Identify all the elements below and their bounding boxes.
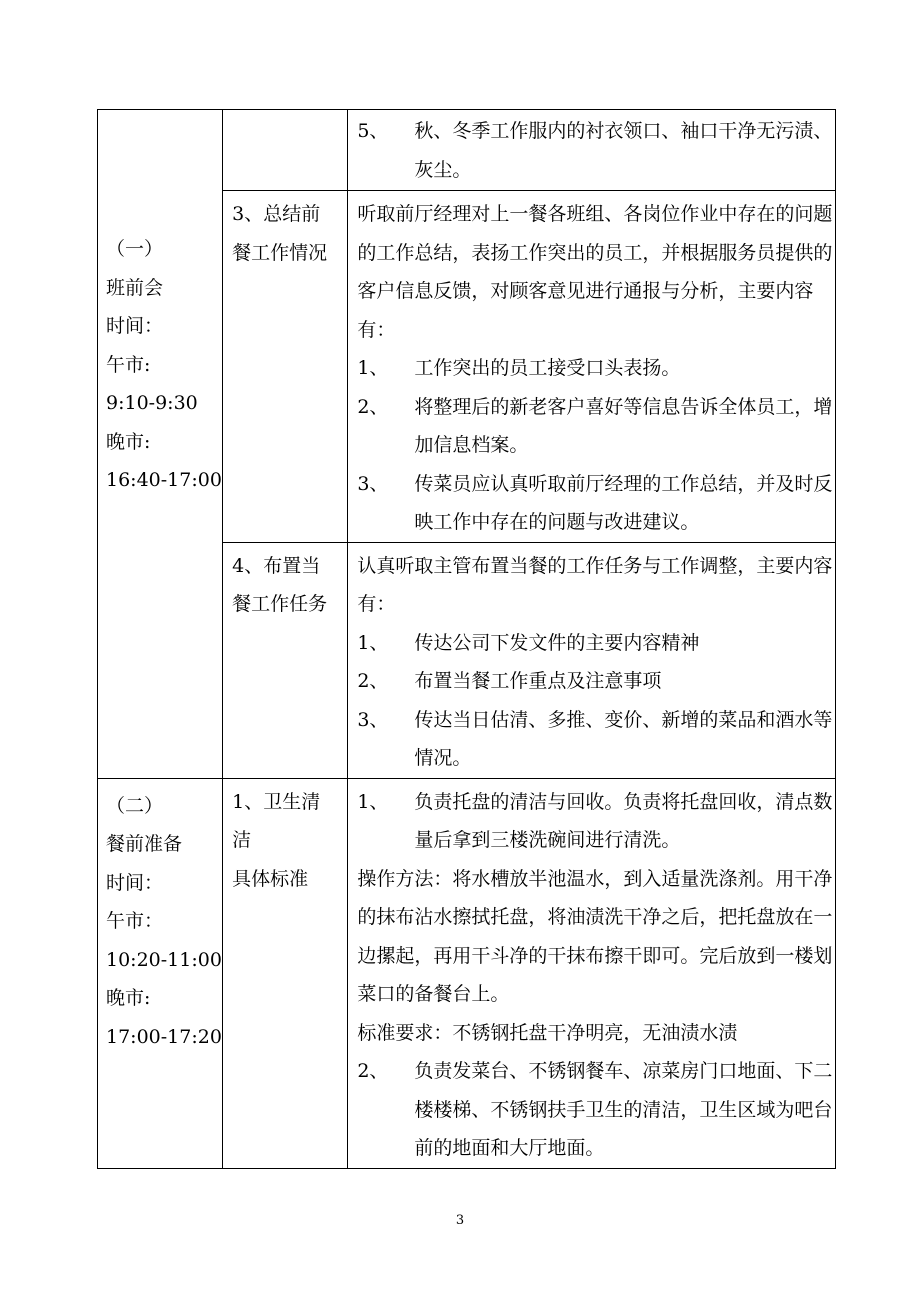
list-item: 1、 传达公司下发文件的主要内容精神 bbox=[357, 631, 700, 654]
procedure-table bbox=[97, 109, 836, 1169]
list-item: 3、 传达当日估清、多推、变价、新增的菜品和酒水等情况。 bbox=[357, 708, 833, 769]
task-cell: 3、总结前 餐工作情况 bbox=[223, 191, 348, 543]
content-cell bbox=[348, 110, 836, 191]
table-row bbox=[98, 110, 836, 191]
task-cell: 4、布置当 餐工作任务 bbox=[223, 542, 348, 778]
page-number: 3 bbox=[455, 1213, 465, 1228]
content-cell: 听取前厅经理对上一餐各班组、各岗位作业中存在的问题的工作总结，表扬工作突出的员工，并根据服务员提供的客户信息反馈，对顾客意见进行通报与分析，主要内容有： 1、 工作突出的员工接受口头表扬。 2、 将整理后的新老客户喜好等信息告诉全体员工，增加信息档案。 3、 传菜员应认真听取前厅经理的工作总结，并及时反映工作中存在的问题与改进建议。 bbox=[348, 191, 836, 543]
content-cell bbox=[348, 778, 836, 1168]
section-1-label: （一） 班前会 时间： 午市: 9:10-9:30 晚市: 16:40-17:00 bbox=[106, 238, 222, 491]
task-cell: 1、卫生清 洁 具体标准 bbox=[223, 778, 348, 1168]
standard-paragraph: 标准要求：不锈钢托盘干净明亮，无油渍水渍 bbox=[357, 1021, 738, 1044]
list-item: 2、 将整理后的新老客户喜好等信息告诉全体员工，增加信息档案。 bbox=[357, 395, 833, 456]
list-item: 1、 负责托盘的清洁与回收。负责将托盘回收，清点数量后拿到三楼洗碗间进行清洗。 bbox=[357, 790, 833, 851]
list-item: 2、 布置当餐工作重点及注意事项 bbox=[357, 670, 662, 692]
list-item: 1、 工作突出的员工接受口头表扬。 bbox=[357, 357, 681, 379]
list-item: 3、 传菜员应认真听取前厅经理的工作总结，并及时反映工作中存在的问题与改进建议。 bbox=[357, 472, 833, 533]
list-item: 5、 秋、冬季工作服内的衬衣领口、袖口干净无污渍、灰尘。 bbox=[357, 120, 833, 181]
content-cell: 认真听取主管布置当餐的工作任务与工作调整，主要内容有： 1、 传达公司下发文件的主要内容精神 2、 布置当餐工作重点及注意事项 3、 传达当日估清、多推、变价、新增的菜品和酒水等情况。 bbox=[348, 542, 836, 778]
table-row bbox=[98, 778, 836, 1168]
section-2-label: （二） 餐前准备 时间： 午市： 10:20-11:00 晚市: 17:00-17:20 bbox=[106, 794, 222, 1048]
task-cell-empty bbox=[223, 110, 348, 191]
section-2-cell bbox=[98, 778, 223, 1168]
method-paragraph: 操作方法：将水槽放半池温水，到入适量洗涤剂。用干净的抹布沾水擦拭托盘，将油渍洗干净之后，把托盘放在一边摞起，再用干斗净的干抹布擦干即可。完后放到一楼划菜口的备餐台上。 bbox=[357, 867, 833, 1005]
list-item: 2、 负责发菜台、不锈钢餐车、凉菜房门口地面、下二楼楼梯、不锈钢扶手卫生的清洁，卫生区域为吧台前的地面和大厅地面。 bbox=[357, 1060, 833, 1159]
section-1-cell bbox=[98, 110, 223, 779]
